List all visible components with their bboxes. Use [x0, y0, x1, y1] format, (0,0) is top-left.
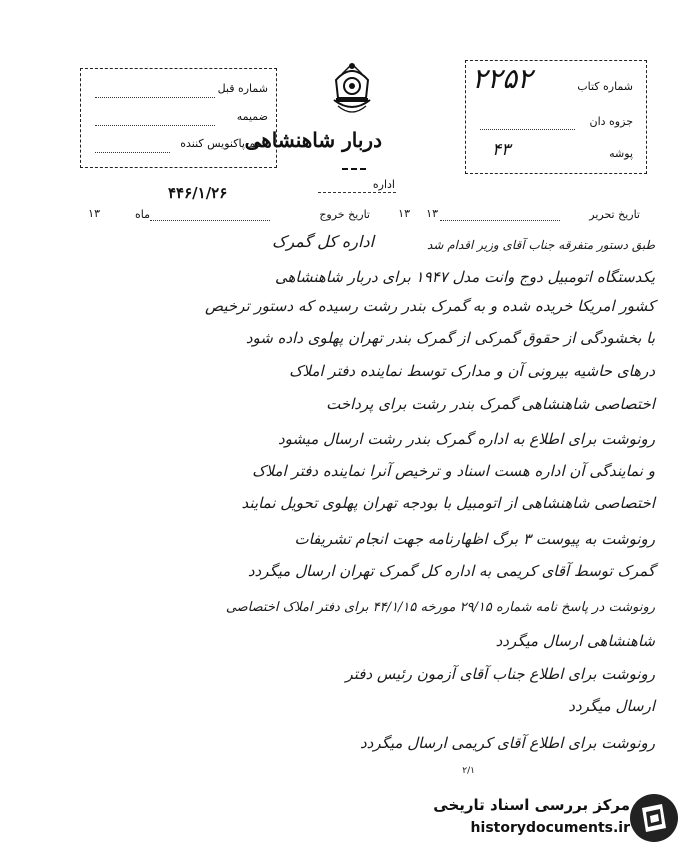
- month-label: ماه: [134, 208, 150, 221]
- thirteen-2: ۱۳: [426, 207, 438, 220]
- letter-line: اختصاصی شاهنشاهی از اتومبیل با بودجه تهران پهلوی تحویل نمایند: [241, 494, 655, 512]
- bottom-mark: ۲/۱: [462, 766, 475, 776]
- book-number-value: ۲۲۵۲: [472, 62, 533, 95]
- recipient: اداره کل گمرک: [272, 232, 375, 251]
- date-stamp: ۴۴۶/۱/۲۶: [168, 184, 228, 202]
- watermark-text: مرکز بررسی اسناد تاریخی: [433, 796, 630, 814]
- writing-date-dots: [440, 220, 560, 221]
- month-dots: [150, 220, 270, 221]
- office-label: اداره: [372, 178, 395, 191]
- folder-value: ۴۳: [492, 140, 511, 160]
- file-holder-label: جزوه دان: [589, 115, 633, 128]
- letter-line: گمرک توسط آقای کریمی به اداره کل گمرک تهران ارسال میگردد: [247, 562, 655, 580]
- letter-line: ارسال میگردد: [568, 697, 655, 715]
- watermark-url: historydocuments.ir: [470, 820, 630, 836]
- thirteen-1: ۱۳: [398, 207, 410, 220]
- writer-name-dots: [95, 152, 170, 153]
- letter-line: رونوشت در پاسخ نامه شماره ۲۹/۱۵ مورخه ۴۴/۱/۱۵ برای دفتر املاک اختصاصی: [225, 600, 655, 615]
- previous-number-dots: [95, 97, 215, 98]
- attachment-dots: [95, 125, 215, 126]
- writer-name-label: اسم پاکنویس کننده: [180, 137, 268, 150]
- side-note: طبق دستور متفرقه جناب آقای وزیر اقدام شد: [427, 238, 655, 252]
- letter-line: رونوشت به پیوست ۳ برگ اظهارنامه جهت انجام تشریفات: [294, 530, 655, 548]
- letter-line: شاهنشاهی ارسال میگردد: [495, 632, 655, 650]
- thirteen-3: ۱۳: [88, 207, 100, 220]
- letter-line: و نمایندگی آن اداره هست اسناد و ترخیص آنرا نماینده دفتر املاک: [252, 462, 655, 480]
- letter-line: رونوشت برای اطلاع جناب آقای آزمون رئیس دفتر: [345, 665, 655, 683]
- page-title: دربار شاهنشاهی: [244, 128, 382, 152]
- title-dash: [342, 168, 366, 170]
- crown-emblem-icon: [326, 58, 378, 120]
- office-dots: [318, 192, 396, 193]
- writing-date-label: تاریخ تحریر: [589, 208, 640, 221]
- attachment-label: ضمیمه: [236, 110, 268, 123]
- departure-date-label: تاریخ خروج: [319, 208, 370, 221]
- book-number-label: شماره کتاب: [577, 80, 633, 93]
- file-holder-dots: [480, 129, 575, 130]
- letter-line: با بخشودگی از حقوق گمرکی از گمرک بندر تهران پهلوی داده شود: [245, 329, 655, 347]
- letter-line: رونوشت برای اطلاع آقای کریمی ارسال میگردد: [359, 734, 655, 752]
- letter-line: درهای حاشیه بیرونی آن و مدارک توسط نماینده دفتر املاک: [289, 362, 655, 380]
- letter-line: یکدستگاه اتومبیل دوج وانت مدل ۱۹۴۷ برای دربار شاهنشاهی: [275, 268, 655, 286]
- letter-line: اختصاصی شاهنشاهی گمرک بندر رشت برای پرداخت: [326, 395, 655, 413]
- folder-label: پوشه: [609, 147, 633, 160]
- letter-line: کشور امریکا خریده شده و به گمرک بندر رشت رسیده که دستور ترخیص: [205, 297, 655, 315]
- previous-number-label: شماره قبل: [217, 82, 268, 95]
- letter-line: رونوشت برای اطلاع به اداره گمرک بندر رشت ارسال میشود: [277, 430, 655, 448]
- archive-logo-icon: [628, 792, 680, 844]
